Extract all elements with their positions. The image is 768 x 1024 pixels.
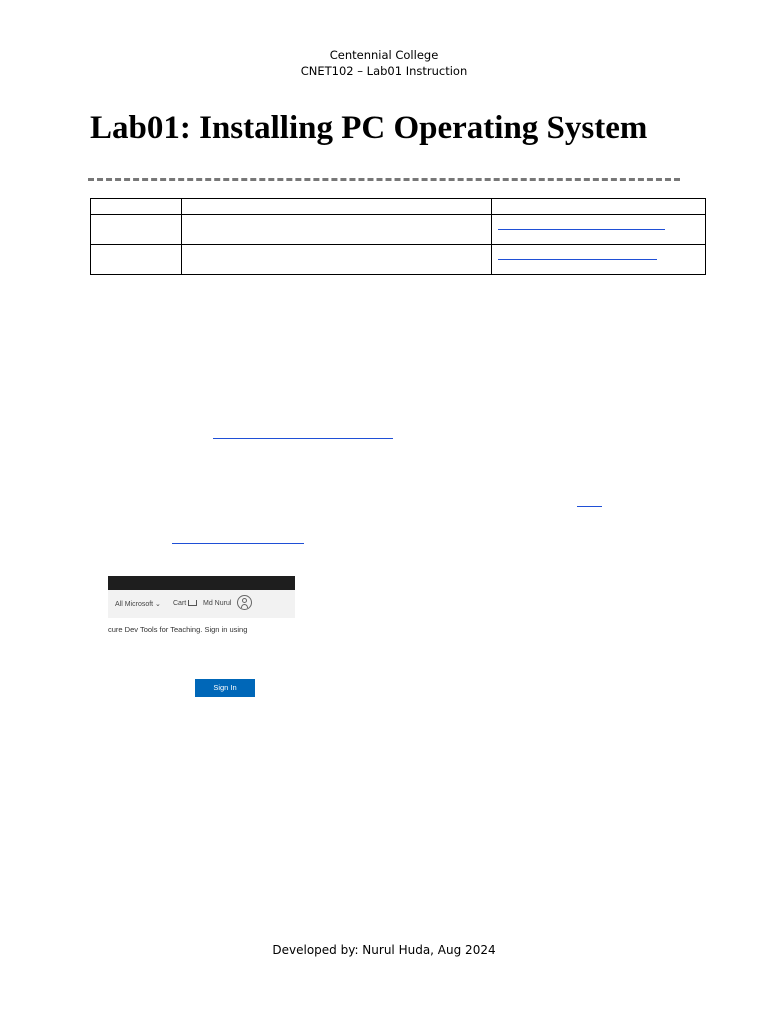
hyperlink[interactable] <box>213 438 393 439</box>
all-microsoft-menu[interactable]: All Microsoft ⌄ <box>115 601 161 608</box>
avatar-icon[interactable] <box>237 595 252 610</box>
cart-link[interactable] <box>173 600 197 607</box>
college-name: Centennial College <box>329 48 439 62</box>
course-line: CNET102 – Lab01 Instruction <box>300 64 468 78</box>
hyperlink[interactable] <box>172 543 304 544</box>
page-footer: Developed by: Nurul Huda, Aug 2024 <box>272 943 496 957</box>
table-row <box>91 245 706 275</box>
table-cell <box>182 245 492 275</box>
info-table <box>90 198 706 275</box>
signin-instruction: cure Dev Tools for Teaching. Sign in using <box>108 625 248 634</box>
table-cell <box>492 245 706 275</box>
site-nav <box>108 590 295 618</box>
email-link[interactable] <box>498 229 665 230</box>
dashed-divider <box>88 178 680 181</box>
user-name[interactable]: Md Nurul <box>203 600 232 607</box>
table-cell <box>91 245 182 275</box>
table-cell <box>492 199 706 215</box>
cart-label: Cart <box>173 600 187 607</box>
cart-icon <box>188 600 197 606</box>
document-title: Lab01: Installing PC Operating System <box>90 110 648 146</box>
table-cell <box>182 215 492 245</box>
site-topbar <box>108 576 295 590</box>
page-header <box>0 47 768 79</box>
table-row <box>91 215 706 245</box>
email-link[interactable] <box>498 259 657 260</box>
signin-screenshot <box>108 576 295 700</box>
table-cell <box>492 215 706 245</box>
table-row <box>91 199 706 215</box>
table-cell <box>91 215 182 245</box>
table-cell <box>182 199 492 215</box>
table-cell <box>91 199 182 215</box>
sign-in-button[interactable]: Sign In <box>195 679 255 697</box>
hyperlink[interactable] <box>577 506 602 507</box>
